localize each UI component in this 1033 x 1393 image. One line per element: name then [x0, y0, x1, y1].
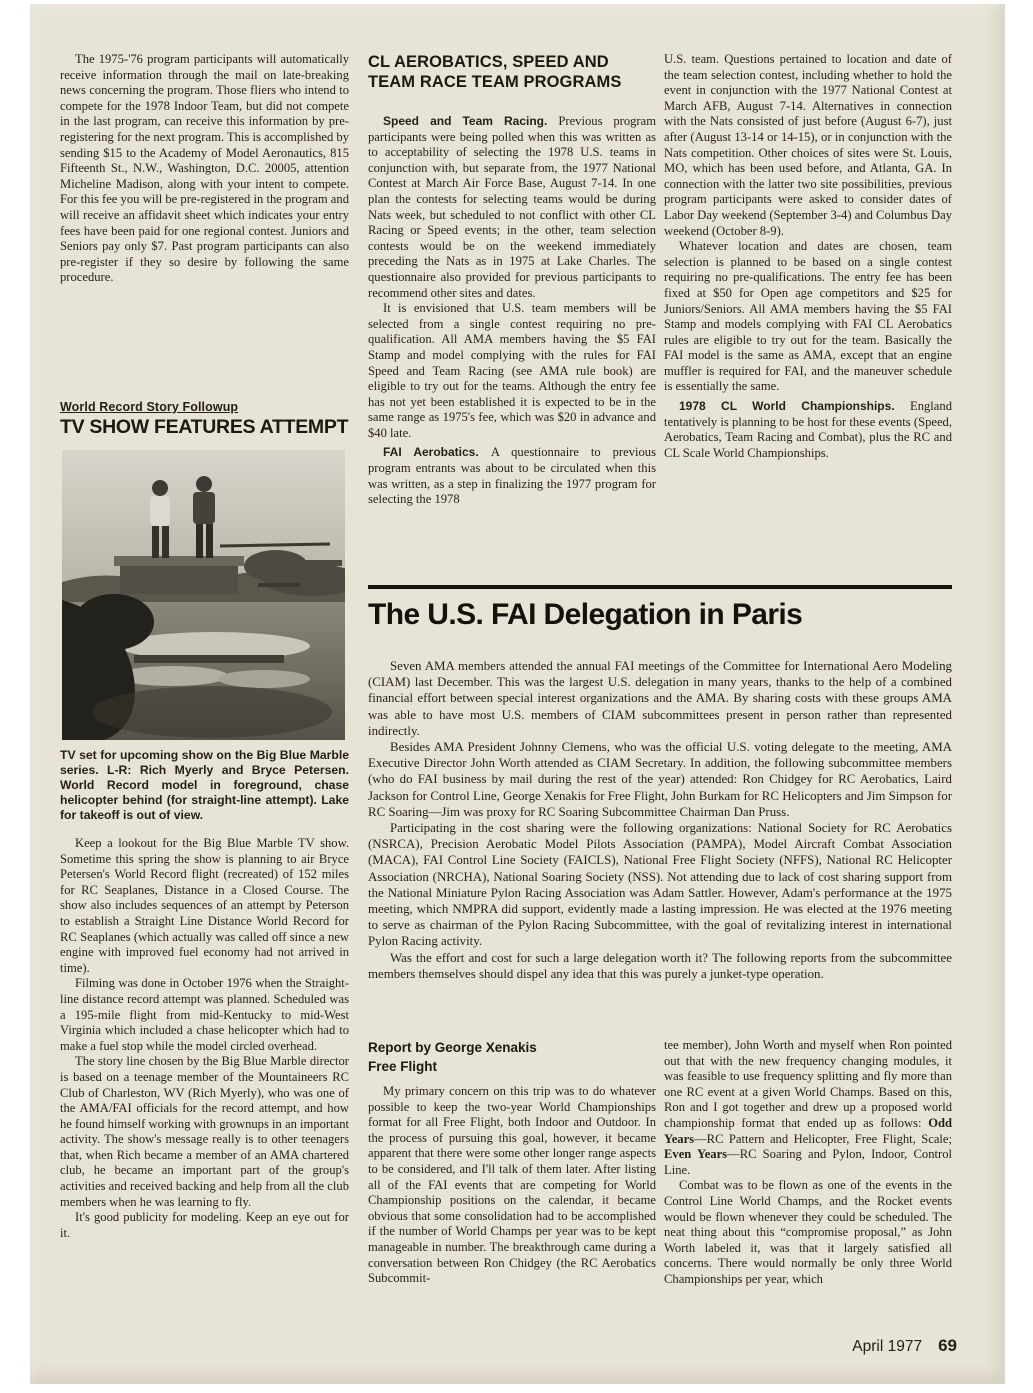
paragraph: U.S. team. Questions pertained to location and date of the team selection contest, including whether to hold the event in conjunction with the 1977 National Contest at March AFB, August 7-14. Alternatives in connection with the Nats consisted of just before (August 6-7), just after (August 13-14 or 14-15), or in conjunction with the Nats competition. Other choices of sites were St. Louis, MO, which has been used before, and Atlanta, GA. In connection with the latter two site possibilities, previous program participants were asked to consider dates of Labor Day weekend (September 3-4) and Columbus Day weekend (October 8-9).: [664, 52, 952, 238]
paragraph-text: England tentatively is planning to be host for these events (Speed, Aerobatics, Team Racing and Combat), plus the RC and CL Scale World Championships.: [664, 399, 952, 460]
tv-show-photo-illustration: [62, 450, 345, 740]
report-heading: [368, 1038, 656, 1076]
paragraph: The 1975-'76 program participants will automatically receive information through the mail on late-breaking news concerning the program. Those fliers who intend to compete for the 1978 Indoor Team, but did not compete in the last program, can receive this information by pre-registering for the next program. This is accomplished by sending $15 to the Academy of Model Aeronautics, 815 Fifteenth St., N.W., Washington, D.C. 20005, attention Micheline Madison, along with your intent to compete. For this fee you will be pre-registered in the program and will receive an affidavit sheet which indicates your entry fees have been paid for one regional contest. Juniors and Seniors pay only $7. Past program participants can also pre-register if they so desire by following the same procedure.: [60, 52, 350, 285]
paragraph: [664, 399, 952, 461]
cl-article-column-continued: [664, 52, 952, 461]
paragraph: Was the effort and cost for such a large delegation worth it? The following reports from the subcommittee members themselves should dispel any idea that this was purely a junket-type operation.: [368, 950, 952, 981]
paragraph-text: —RC Pattern and Helicopter, Free Flight, Scale;: [694, 1131, 952, 1146]
paragraph: Filming was done in October 1976 when the Straight-line distance record attempt was planned. Scheduled was a 195-mile flight from mid-Kentucky to mid-West Virginia which included a chase helicopter which had to make a fuel stop while the model circled overhead.: [60, 976, 349, 1053]
lead-1978-cl-world-championships: 1978 CL World Championships.: [679, 399, 911, 414]
paragraph: Whatever location and dates are chosen, team selection is planned to be based on a single contest requiring no pre-qualifications. The entry fee has been fixed at $50 for Open age competitors and $25 for Juniors/Seniors. All AMA members having the $5 FAI Stamp and models complying with FAI CL Aerobatics rules are eligible to try out for the team. Basically the FAI model is the same as AMA, except that an engine muffler is required for FAI, and the maneuver schedule is essentially the same.: [664, 239, 952, 394]
left-column-intro: [60, 52, 349, 286]
footer-page-number: 69: [938, 1336, 957, 1355]
paragraph: Combat was to be flown as one of the events in the Control Line World Champs, and the Rocket events would be flown whenever they could be scheduled. The neat thing about this “compromise proposal,” as John Worth labeled it, was that it largely satisfied all concerns. There would normally be only three World Championships per year, which: [664, 1178, 952, 1286]
photo-caption: TV set for upcoming show on the Big Blue Marble series. L-R: Rich Myerly and Bryce Petersen. World Record model in foreground, chase helicopter behind (for straight-line attempt). Lake for takeoff is out of view.: [60, 748, 349, 822]
paragraph: Keep a lookout for the Big Blue Marble TV show. Sometime this spring the show is planning to air Bryce Petersen's World Record flight (recreated) of 152 miles for RC Seaplanes, Distance in a Closed Course. The show also includes sequences of an attempt by Peterson to establish a Straight Line Distance World Record for RC Seaplanes (which actually was called off since a new engine with improved fuel economy had not arrived in time).: [60, 836, 349, 975]
headline-fai-delegation: The U.S. FAI Delegation in Paris: [368, 598, 803, 631]
bold-odd-years: Odd Years: [664, 1115, 952, 1146]
section-divider-rule: [368, 585, 952, 589]
paragraph: It's good publicity for modeling. Keep an eye out for it.: [60, 1210, 349, 1240]
paragraph-text: tee member), John Worth and myself when Ron pointed out that with the new frequency changing modules, it was feasible to use frequency splitting and fly more than one RC event at a given World Champs. Based on this, Ron and I got together and drew up a proposed world championship format that ended up as follows:: [664, 1038, 952, 1130]
paragraph-text: —RC Soaring and Pylon, Indoor, Control Line.: [664, 1147, 952, 1177]
kicker-world-record-followup: World Record Story Followup: [60, 400, 239, 414]
paragraph: [664, 1038, 952, 1178]
bold-even-years: Even Years: [664, 1147, 728, 1162]
heading-cl-programs: CL AEROBATICS, SPEED AND TEAM RACE TEAM PROGRAMS: [368, 53, 622, 91]
tv-show-photo: [62, 450, 345, 740]
report-by-line: Report by George Xenakis: [368, 1040, 537, 1055]
paragraph: [368, 445, 656, 507]
paragraph: Seven AMA members attended the annual FAI meetings of the Committee for International Aero Modeling (CIAM) last December. This was the largest U.S. delegation in many years, thanks to the help of a combined financial effort between special interest organizations and the AMA. By sharing costs with these groups AMA was able to have most U.S. members of CIAM subcommittees present in person rather than represented indirectly.: [368, 659, 952, 738]
paragraph: [368, 114, 656, 301]
paragraph: My primary concern on this trip was to do whatever possible to keep the two-year World Championships format for all Free Flight, both Indoor and Outdoor. In the process of pursuing this goal, however, it became apparent that there were some other longer range aspects to be considered, and I'll talk of them later. After listing all of the FAI events that are competing for World Championship positions on the calendar, it became obvious that some consolidation had to be accomplished if the number of World Champs per year was to be kept manageable in number. The breakthrough came during a conversation between Ron Chidgey (the RC Aerobatics Subcommit-: [368, 1084, 656, 1286]
paragraph: Besides AMA President Johnny Clemens, who was the official U.S. voting delegate to the meeting, AMA Executive Director John Worth attended as CIAM Secretary. In addition, the following subcommittee members (who do FAI business by mail during the rest of the year) attended: Ron Chidgey for RC Aerobatics, Laird Jackson for Control Line, George Xenakis for Free Flight, John Burkam for RC Helicopters and Jim Simpson for RC Soaring—Jim was proxy for RC Soaring Subcommittee Chairman Dan Pruss.: [368, 740, 952, 819]
page-footer: [852, 1336, 957, 1356]
xenakis-report-col2: [664, 1038, 952, 1288]
paragraph: Participating in the cost sharing were the following organizations: National Society for RC Aerobatics (NSRCA), Precision Aerobatic Model Pilots Association (PAMPA), Model Aircraft Combat Association (MACA), FAI Control Line Society (FAICLS), National Free Flight Society (NFFS), National RC Helicopter Association (NRCHA), National Soaring Society (NSS). Not attending due to lack of cost sharing support from the National Miniature Pylon Racing Association was Adam Sattler. However, Adam's performance at the 1975 meeting, which NMPRA did support, evidently made a lasting impression. He was elected at the 1976 meeting to serve as chairman of the Pylon Racing Subcommittee, with the goal of revitalizing interest in international Pylon Racing activity.: [368, 821, 952, 949]
xenakis-report-col1: [368, 1084, 656, 1287]
lead-speed-team-racing: Speed and Team Racing.: [383, 114, 559, 128]
lead-fai-aerobatics: FAI Aerobatics.: [383, 445, 491, 460]
fai-article-intro: [368, 658, 952, 982]
paragraph: The story line chosen by the Big Blue Marble director is based on a teenage member of the Mountaineers RC Club of Charleston, WV (Rich Myerly), who was one of the AMA/FAI officials for the record attempt, and how he found himself working with grownups in an important activity. The show's message really is to other teenagers that, when Rich became a member of an AMA chartered club, he became an important part of the group's activities and received backing and help from all the club members when he was learning to fly.: [60, 1054, 349, 1209]
heading-tv-show: TV SHOW FEATURES ATTEMPT: [60, 416, 349, 438]
report-section-line: Free Flight: [368, 1059, 438, 1074]
paragraph: It is envisioned that U.S. team members will be selected from a single contest requiring no pre-qualification. All AMA members having the $5 FAI Stamp and model complying with the rules for FAI Speed and Team Racing (see AMA rule book) are eligible to try out for the teams. Although the entry fee has not yet been established it is expected to be in the same range as 1975's fee, which was $20 in advance and $40 late.: [368, 301, 656, 440]
paragraph-text: A questionnaire to previous program entrants was about to be circulated when this was written, as a step in finalizing the 1977 program for selecting the 1978: [368, 445, 657, 507]
footer-issue-date: April 1977: [852, 1338, 923, 1355]
cl-article-column: [368, 52, 656, 508]
paragraph-text: Previous program participants were being polled when this was written as to acceptability of selecting the 1978 U.S. teams in conjunction with, but separate from, the 1977 National Contest at March Air Force Base, August 7-14. In one plan the contests for selecting teams would be during Nats week, but scheduled to not conflict with other CL Racing or Speed events; in the other, team selection contests would be on the weekend immediately preceding the Nats as in 1975 at Lake Charles. The questionnaire also provided for previous participants to recommend other sites and dates.: [368, 114, 657, 300]
left-column-body: [60, 836, 349, 1241]
magazine-page: [30, 4, 1005, 1384]
